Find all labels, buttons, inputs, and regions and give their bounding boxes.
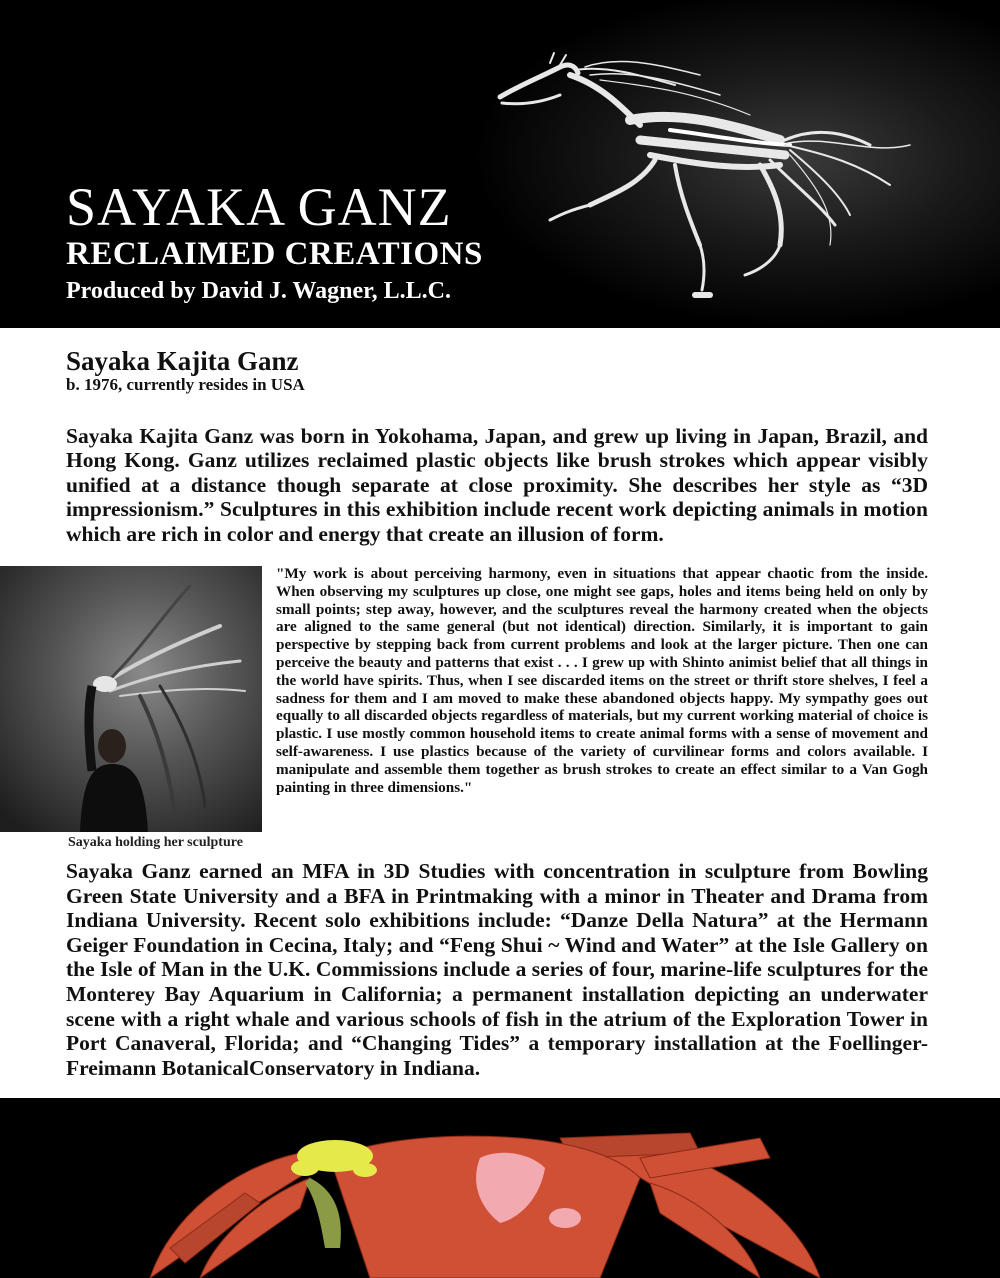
artist-photo [0, 566, 262, 832]
photo-caption: Sayaka holding her sculpture [68, 835, 243, 850]
exhibition-title: SAYAKA GANZ [66, 177, 452, 237]
eagle-sculpture-image [0, 1098, 1000, 1278]
artist-name: Sayaka Kajita Ganz [66, 346, 299, 376]
artist-birth-residence: b. 1976, currently resides in USA [66, 375, 305, 394]
bio-paragraph: Sayaka Ganz earned an MFA in 3D Studies with concentration in sculpture from Bowling Green State University and a BFA in Printmaking with a minor in Theater and Drama from Indiana University. Recent solo exhibitions include: “Danze Della Natura” at the Hermann Geiger Foundation in Cecina, Italy; and “Feng Shui ~ Wind and Water” at the Isle Gallery on the Isle of Man in the U.K. Commissions include a series of four, marine-life sculptures for the Monterey Bay Aquarium in California; a permanent installation depicting an underwater scene with a right whale and various schools of fish in the atrium of the Exploration Tower in Port Canaveral, Florida; and “Changing Tides” a temporary installation at the Foellinger-Freimann BotanicalConservatory in Indiana. [66, 859, 928, 1080]
artist-quote: "My work is about perceiving harmony, even in situations that appear chaotic from the inside. When observing my sculptures up close, one might see gaps, holes and items being held on only by small points; step away, however, and the sculptures reveal the harmony created when the objects are aligned to the same general (but not identical) direction. Similarly, it is important to gain perspective by stepping back from current problems and look at the larger picture. Then one can perceive the beauty and patterns that exist . . . I grew up with Shinto animist belief that all things in the world have spirits. Thus, when I see discarded items on the street or thrift store shelves, I feel a sadness for them and I am moved to make these abandoned objects happy. My sympathy goes out equally to all discarded objects regardless of materials, but my current working material of choice is plastic. I use mostly common household items to create animal forms with a sense of movement and self-awareness. I use plastics because of the variety of curvilinear forms and colors available. I manipulate and assemble them together as brush strokes to create an effect similar to a Van Gogh painting in three dimensions." [276, 565, 928, 796]
footer-banner [0, 1098, 1000, 1278]
producer-credit: Produced by David J. Wagner, L.L.C. [66, 278, 451, 304]
exhibition-subtitle: RECLAIMED CREATIONS [66, 236, 483, 272]
horse-sculpture-image [490, 45, 930, 315]
header-banner [0, 0, 1000, 328]
intro-paragraph: Sayaka Kajita Ganz was born in Yokohama, Japan, and grew up living in Japan, Brazil, and Hong Kong. Ganz utilizes reclaimed plastic objects like brush strokes which appear visibly unified at a distance though separate at close proximity. She describes her style as “3D impressionism.” Sculptures in this exhibition include recent work depicting animals in motion which are rich in color and energy that create an illusion of form. [66, 424, 928, 546]
